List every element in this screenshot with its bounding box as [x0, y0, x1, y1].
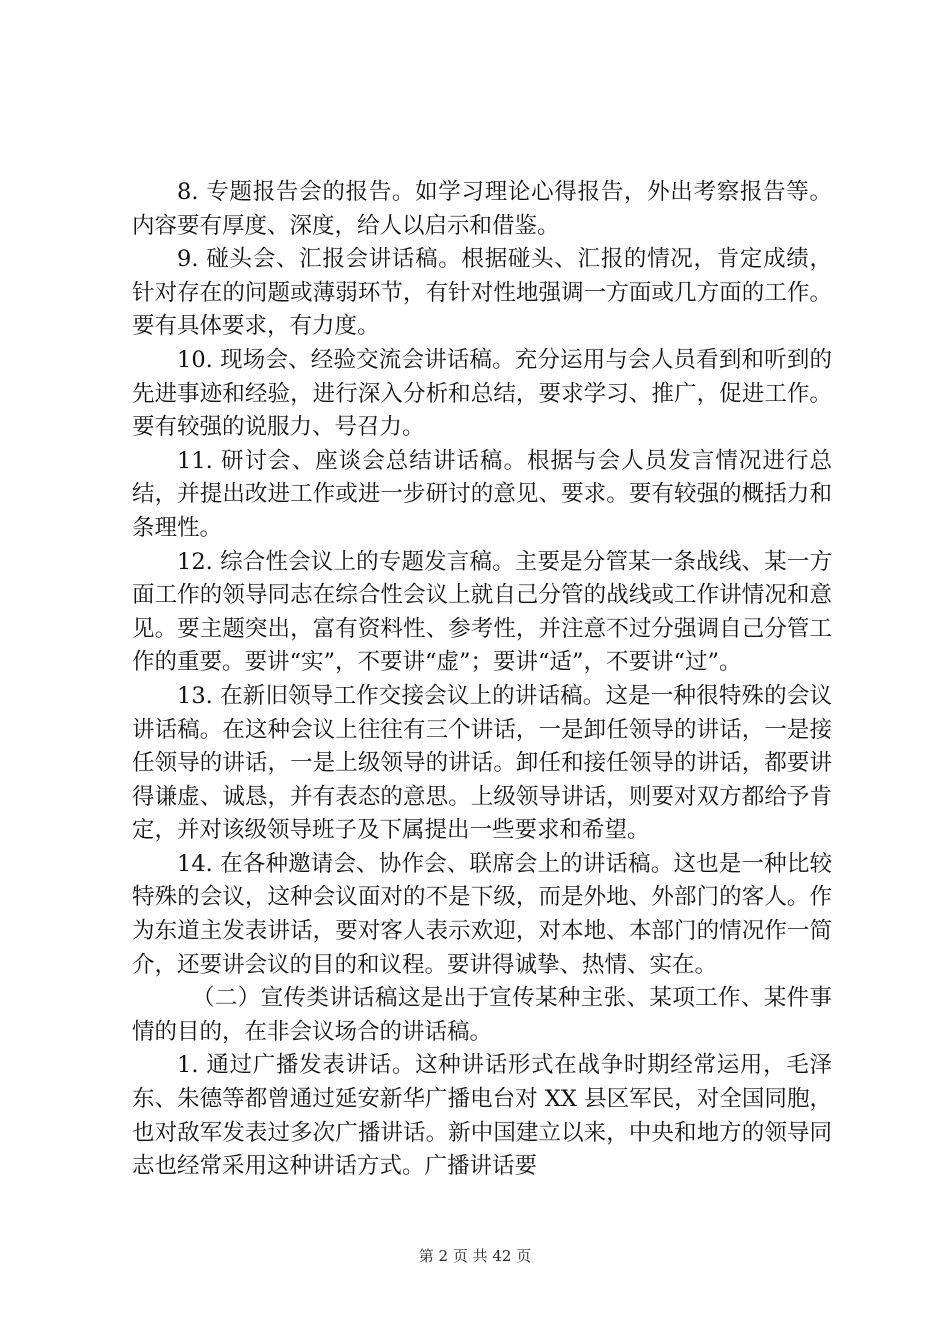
document-body: [132, 176, 832, 1184]
paragraph-item-10: 10. 现场会、经验交流会讲话稿。充分运用与会人员看到和听到的先进事迹和经验，进行深入分析和总结，要求学习、推广，促进工作。要有较强的说服力、号召力。: [132, 346, 832, 441]
page-footer: 第 2 页 共 42 页: [418, 1247, 532, 1265]
paragraph-item-12: 12. 综合性会议上的专题发言稿。主要是分管某一条战线、某一方面工作的领导同志在综合性会议上就自己分管的战线或工作讲情况和意见。要主题突出，富有资料性、参考性，并注意不过分强调自己分管工作的重要。要讲“实”，不要讲“虚”；要讲“适”，不要讲“过”。: [132, 548, 832, 676]
section-heading-publicity: （二）宣传类讲话稿这是出于宣传某种主张、某项工作、某件事情的目的，在非会议场合的讲话稿。: [132, 985, 832, 1045]
paragraph-item-13: 13. 在新旧领导工作交接会议上的讲话稿。这是一种很特殊的会议讲话稿。在这种会议上往往有三个讲话，一是卸任领导的讲话，一是接任领导的讲话，一是上级领导的讲话。卸任和接任领导的讲话，都要讲得谦虚、诚恳，并有表态的意思。上级领导讲话，则要对双方都给予肯定，并对该级领导班子及下属提出一些要求和希望。: [132, 682, 832, 844]
paragraph-item-8: 8. 专题报告会的报告。如学习理论心得报告，外出考察报告等。内容要有厚度、深度，给人以启示和借鉴。: [132, 179, 832, 239]
paragraph-item-14: 14. 在各种邀请会、协作会、联席会上的讲话稿。这也是一种比较特殊的会议，这种会议面对的不是下级，而是外地、外部门的客人。作为东道主发表讲话，要对客人表示欢迎，对本地、本部门的情况作一简介，还要讲会议的目的和议程。要讲得诚挚、热情、实在。: [132, 850, 832, 978]
paragraph-item-1: 1. 通过广播发表讲话。这种讲话形式在战争时期经常运用，毛泽东、朱德等都曾通过延安新华广播电台对 XX 县区军民，对全国同胞，也对敌军发表过多次广播讲话。新中国建立以来，中央和地方的领导同志也经常采用这种讲话方式。广播讲话要: [132, 1052, 832, 1180]
paragraph-item-9: 9. 碰头会、汇报会讲话稿。根据碰头、汇报的情况，肯定成绩，针对存在的问题或薄弱环节，有针对性地强调一方面或几方面的工作。要有具体要求，有力度。: [132, 246, 832, 340]
paragraph-item-11: 11. 研讨会、座谈会总结讲话稿。根据与会人员发言情况进行总结，并提出改进工作或进一步研讨的意见、要求。要有较强的概括力和条理性。: [132, 447, 832, 541]
